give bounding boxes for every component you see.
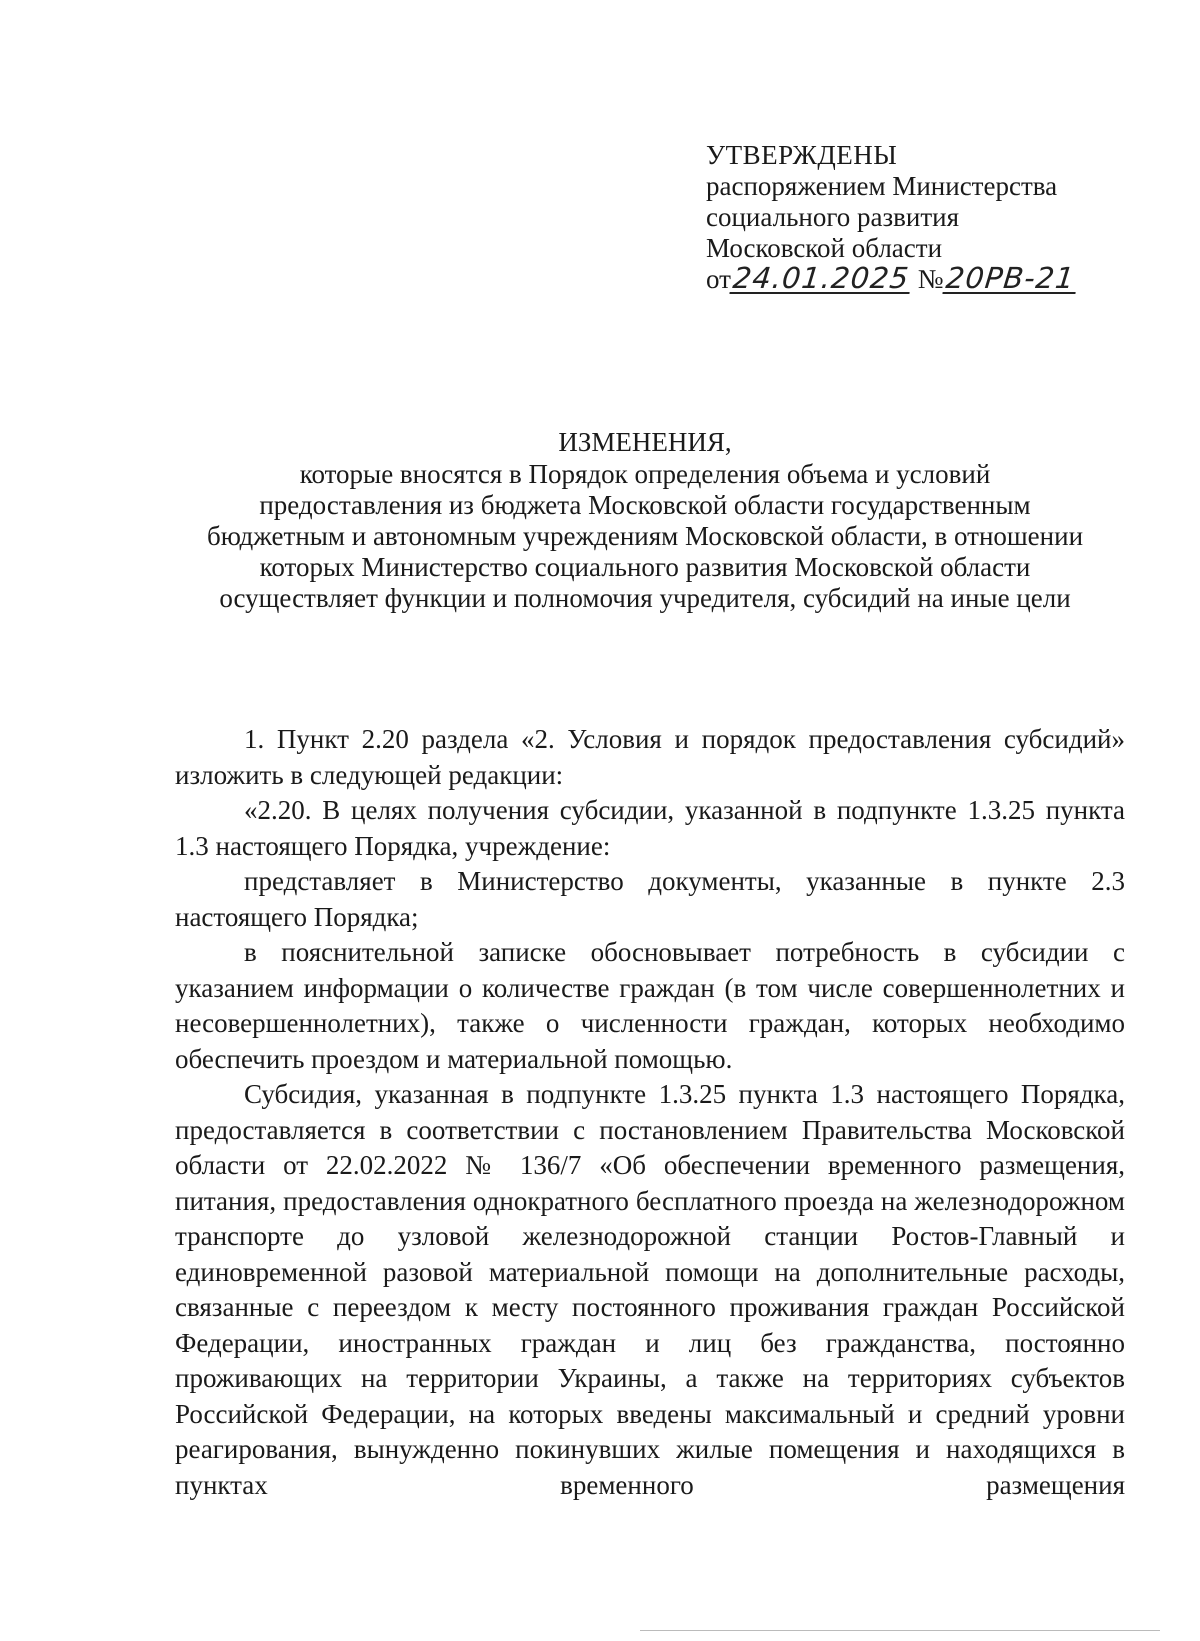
number-prefix: №	[917, 264, 944, 294]
heading-line: предоставления из бюджета Московской области государственным	[259, 490, 1031, 520]
heading-line: осуществляет функции и полномочия учредителя, субсидий на иные цели	[219, 583, 1071, 613]
body-paragraph: 1. Пункт 2.20 раздела «2. Условия и порядок предоставления субсидий» изложить в следующей редакции:	[175, 724, 1125, 790]
body-paragraph: в пояснительной записке обосновывает потребность в субсидии с указанием информации о количестве граждан (в том числе совершеннолетних и несовершеннолетних), также о численности граждан, которых необходимо обеспечить проездом и материальной помощью.	[175, 937, 1125, 1074]
heading-title: ИЗМЕНЕНИЯ,	[558, 427, 732, 457]
document-heading	[170, 427, 1120, 614]
heading-line: бюджетным и автономным учреждениям Московской области, в отношении	[206, 521, 1084, 551]
body-paragraph: «2.20. В целях получения субсидии, указанной в подпункте 1.3.25 пункта 1.3 настоящего Порядка, учреждение:	[175, 795, 1125, 861]
approval-title: УТВЕРЖДЕНЫ	[706, 140, 898, 170]
handwritten-number: 20РВ-21	[943, 261, 1077, 295]
approval-stamp-block	[706, 140, 1146, 295]
approval-line-3: Московской области	[706, 233, 943, 263]
date-prefix: от	[706, 264, 731, 294]
approval-date-number-line	[706, 261, 1146, 295]
heading-line: которые вносятся в Порядок определения объема и условий	[299, 459, 991, 489]
approval-line-2: социального развития	[706, 202, 960, 232]
body-paragraph: Субсидия, указанная в подпункте 1.3.25 пункта 1.3 настоящего Порядка, предоставляется в соответствии с постановлением Правительства Московской области от 22.02.2022 № 136/7 «Об обеспечении временного размещения, питания, предоставления однократного бесплатного проезда на железнодорожном транспорте до узловой железнодорожной станции Ростов-Главный и единовременной разовой материальной помощи на дополнительные расходы, связанные с переездом к месту постоянного проживания граждан Российской Федерации, иностранных граждан и лиц без гражданства, постоянно проживающих на территории Украины, а также на территориях субъектов Российской Федерации, на которых введены максимальный и средний уровни реагирования, вынужденно покинувших жилые помещения и находящихся в пунктах временного размещения	[175, 1079, 1125, 1500]
document-body	[175, 722, 1125, 1503]
body-paragraph: представляет в Министерство документы, указанные в пункте 2.3 настоящего Порядка;	[175, 866, 1125, 932]
page-bottom-edge-line	[640, 1630, 1160, 1631]
heading-line: которых Министерство социального развития Московской области	[259, 552, 1031, 582]
approval-line-1: распоряжением Министерства	[706, 171, 1058, 201]
handwritten-date: 24.01.2025	[731, 261, 911, 295]
